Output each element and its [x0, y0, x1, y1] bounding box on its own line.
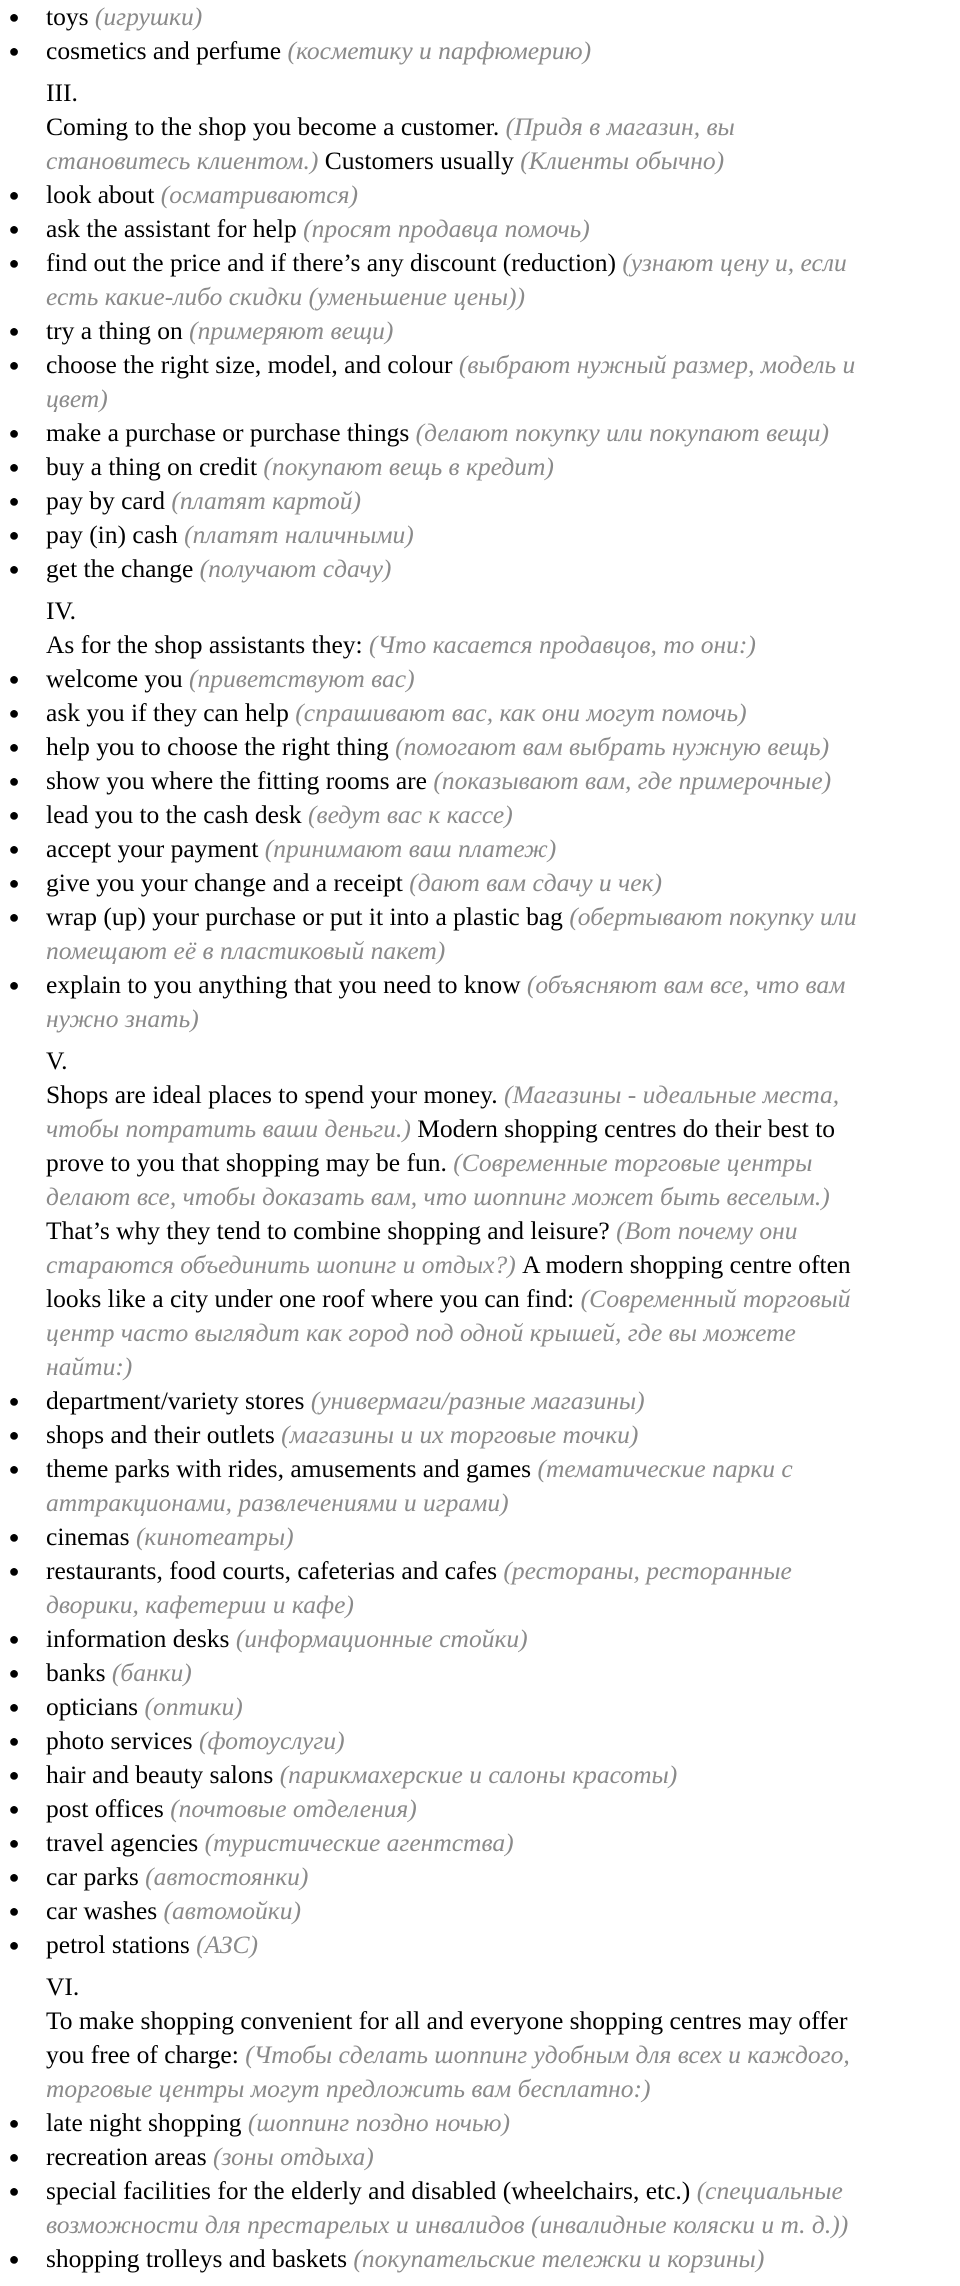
- english-text: find out the price and if there’s any discount (reduction): [46, 248, 623, 277]
- english-text: Modern shopping centres do their best to: [410, 1114, 836, 1143]
- russian-translation: (зоны отдыха): [213, 2142, 374, 2171]
- text-line: [46, 1282, 956, 1316]
- english-text: cinemas: [46, 1522, 136, 1551]
- bullet-icon: ●: [8, 1629, 20, 1649]
- list-item: [46, 968, 956, 1002]
- russian-translation: (парикмахерские и салоны красоты): [279, 1760, 678, 1789]
- english-text: restaurants, food courts, cafeterias and cafes: [46, 1556, 504, 1585]
- text-line: [46, 2038, 956, 2072]
- bullet-icon: ●: [8, 1425, 20, 1445]
- list-item: [46, 1690, 956, 1724]
- bullet-icon: ●: [8, 771, 20, 791]
- bullet-icon: ●: [8, 805, 20, 825]
- list-item: [46, 866, 956, 900]
- list-item: [46, 1894, 956, 1928]
- english-text: theme parks with rides, amusements and games: [46, 1454, 538, 1483]
- list-item: [46, 34, 956, 68]
- bullet-icon: ●: [8, 1697, 20, 1717]
- russian-translation: (Современный торговый: [580, 1284, 851, 1313]
- list-item: [46, 662, 956, 696]
- english-text: hair and beauty salons: [46, 1760, 280, 1789]
- bullet-icon: ●: [8, 1527, 20, 1547]
- text-line: [46, 1214, 956, 1248]
- english-text: Customers usually: [318, 146, 521, 175]
- text-line: [46, 1078, 956, 1112]
- russian-translation: есть какие-либо скидки (уменьшение цены)): [46, 282, 525, 311]
- list-item: [46, 2140, 956, 2174]
- russian-translation: (спрашивают вас, как они могут помочь): [295, 698, 747, 727]
- list-item: [46, 0, 956, 34]
- english-text: special facilities for the elderly and disabled (wheelchairs, etc.): [46, 2176, 697, 2205]
- russian-translation: нужно знать): [46, 1004, 199, 1033]
- list-item: [46, 518, 956, 552]
- list-item: [46, 450, 956, 484]
- russian-translation: (магазины и их торговые точки): [281, 1420, 639, 1449]
- bullet-icon: ●: [8, 423, 20, 443]
- list-item: [46, 1554, 956, 1588]
- russian-translation: (покупательские тележки и корзины): [353, 2244, 765, 2273]
- bullet-icon: ●: [8, 703, 20, 723]
- bullet-icon: ●: [8, 525, 20, 545]
- bullet-icon: ●: [8, 839, 20, 859]
- english-text: car washes: [46, 1896, 164, 1925]
- russian-translation: (Чтобы сделать шоппинг удобным для всех и каждого,: [245, 2040, 850, 2069]
- text-line: [46, 382, 956, 416]
- russian-translation: (платят картой): [171, 486, 361, 515]
- english-text: ask the assistant for help: [46, 214, 304, 243]
- bullet-icon: ●: [8, 2113, 20, 2133]
- text-line: [46, 144, 956, 178]
- list-item: [46, 552, 956, 586]
- english-text: information desks: [46, 1624, 236, 1653]
- bullet-icon: ●: [8, 2181, 20, 2201]
- list-item: [46, 730, 956, 764]
- list-item: [46, 212, 956, 246]
- list-item: [46, 1826, 956, 1860]
- russian-translation: (обертывают покупку или: [569, 902, 857, 931]
- russian-translation: чтобы потратить ваши деньги.): [46, 1114, 411, 1143]
- bullet-icon: ●: [8, 559, 20, 579]
- bullet-icon: ●: [8, 2249, 20, 2269]
- bullet-icon: ●: [8, 253, 20, 273]
- bullet-icon: ●: [8, 669, 20, 689]
- list-item: [46, 1758, 956, 1792]
- english-text: recreation areas: [46, 2142, 214, 2171]
- english-text: shopping trolleys and baskets: [46, 2244, 354, 2273]
- english-text: Shops are ideal places to spend your money.: [46, 1080, 504, 1109]
- english-text: make a purchase or purchase things: [46, 418, 416, 447]
- english-text: lead you to the cash desk: [46, 800, 309, 829]
- english-text: choose the right size, model, and colour: [46, 350, 459, 379]
- bullet-icon: ●: [8, 1765, 20, 1785]
- list-item: [46, 2242, 956, 2276]
- text-line: [46, 2208, 956, 2242]
- english-text: As for the shop assistants they:: [46, 630, 369, 659]
- text-line: [46, 1970, 956, 2004]
- russian-translation: торговые центры могут предложить вам бесплатно:): [46, 2074, 651, 2103]
- russian-translation: (Современные торговые центры: [453, 1148, 813, 1177]
- russian-translation: становитесь клиентом.): [46, 146, 319, 175]
- text-line: [46, 110, 956, 144]
- text-line: [46, 1350, 956, 1384]
- bullet-icon: ●: [8, 873, 20, 893]
- russian-translation: (осматриваются): [160, 180, 358, 209]
- russian-translation: (игрушки): [94, 2, 203, 31]
- text-line: [46, 1112, 956, 1146]
- bullet-icon: ●: [8, 975, 20, 995]
- russian-translation: стараются объединить шопинг и отдых?): [46, 1250, 516, 1279]
- english-text: V.: [46, 1046, 68, 1075]
- russian-translation: (кинотеатры): [135, 1522, 294, 1551]
- russian-translation: (Что касается продавцов, то они:): [368, 630, 756, 659]
- russian-translation: (ведут вас к кассе): [308, 800, 513, 829]
- russian-translation: делают все, чтобы доказать вам, что шоппинг может быть веселым.): [46, 1182, 830, 1211]
- list-item: [46, 314, 956, 348]
- russian-translation: (выбрают нужный размер, модель и: [458, 350, 856, 379]
- russian-translation: найти:): [46, 1352, 133, 1381]
- bullet-icon: ●: [8, 1935, 20, 1955]
- bullet-icon: ●: [8, 1561, 20, 1581]
- russian-translation: (получают сдачу): [199, 554, 392, 583]
- bullet-icon: ●: [8, 491, 20, 511]
- text-line: [46, 2072, 956, 2106]
- english-text: IV.: [46, 596, 76, 625]
- text-line: [46, 594, 956, 628]
- english-text: department/variety stores: [46, 1386, 311, 1415]
- russian-translation: центр часто выглядит как город под одной крышей, где вы можете: [46, 1318, 796, 1347]
- russian-translation: (АЗС): [196, 1930, 259, 1959]
- list-item: [46, 178, 956, 212]
- bullet-icon: ●: [8, 2147, 20, 2167]
- list-item: [46, 246, 956, 280]
- list-item: [46, 1792, 956, 1826]
- list-item: [46, 416, 956, 450]
- russian-translation: (платят наличными): [184, 520, 414, 549]
- text-line: [46, 628, 956, 662]
- english-text: looks like a city under one roof where you can find:: [46, 1284, 581, 1313]
- text-line: [46, 2004, 956, 2038]
- english-text: That’s why they tend to combine shopping and leisure?: [46, 1216, 617, 1245]
- list-item: [46, 696, 956, 730]
- english-text: get the change: [46, 554, 200, 583]
- english-text: show you where the fitting rooms are: [46, 766, 434, 795]
- russian-translation: возможности для престарелых и инвалидов (инвалидные коляски и т. д.)): [46, 2210, 849, 2239]
- russian-translation: (автомойки): [163, 1896, 301, 1925]
- bullet-icon: ●: [8, 457, 20, 477]
- russian-translation: (Магазины - идеальные места,: [503, 1080, 840, 1109]
- english-text: III.: [46, 78, 78, 107]
- text-line: [46, 1486, 956, 1520]
- list-item: [46, 798, 956, 832]
- bullet-icon: ●: [8, 355, 20, 375]
- bullet-icon: ●: [8, 1867, 20, 1887]
- english-text: toys: [46, 2, 95, 31]
- russian-translation: (банки): [111, 1658, 192, 1687]
- list-item: [46, 1860, 956, 1894]
- russian-translation: (покупают вещь в кредит): [263, 452, 554, 481]
- bullet-icon: ●: [8, 1731, 20, 1751]
- english-text: give you your change and a receipt: [46, 868, 410, 897]
- list-item: [46, 832, 956, 866]
- english-text: help you to choose the right thing: [46, 732, 396, 761]
- bullet-icon: ●: [8, 1901, 20, 1921]
- english-text: explain to you anything that you need to know: [46, 970, 527, 999]
- list-item: [46, 900, 956, 934]
- bullet-icon: ●: [8, 1663, 20, 1683]
- russian-translation: (дают вам сдачу и чек): [409, 868, 662, 897]
- russian-translation: (принимают ваш платеж): [264, 834, 557, 863]
- english-text: wrap (up) your purchase or put it into a plastic bag: [46, 902, 570, 931]
- list-item: [46, 1724, 956, 1758]
- russian-translation: (рестораны, ресторанные: [503, 1556, 792, 1585]
- english-text: pay by card: [46, 486, 172, 515]
- list-item: [46, 2174, 956, 2208]
- russian-translation: (делают покупку или покупают вещи): [415, 418, 829, 447]
- russian-translation: (информационные стойки): [235, 1624, 528, 1653]
- russian-translation: (примеряют вещи): [189, 316, 394, 345]
- russian-translation: помещают её в пластиковый пакет): [46, 936, 446, 965]
- russian-translation: (Придя в магазин, вы: [505, 112, 735, 141]
- bullet-icon: ●: [8, 185, 20, 205]
- list-item: [46, 2106, 956, 2140]
- english-text: shops and their outlets: [46, 1420, 282, 1449]
- english-text: accept your payment: [46, 834, 265, 863]
- list-item: [46, 1928, 956, 1962]
- english-text: To make shopping convenient for all and everyone shopping centres may offer: [46, 2006, 848, 2035]
- bullet-icon: ●: [8, 7, 20, 27]
- russian-translation: (автостоянки): [145, 1862, 309, 1891]
- text-line: [46, 1180, 956, 1214]
- english-text: petrol stations: [46, 1930, 197, 1959]
- russian-translation: (помогают вам выбрать нужную вещь): [395, 732, 830, 761]
- english-text: you free of charge:: [46, 2040, 246, 2069]
- russian-translation: (объясняют вам все, что вам: [526, 970, 846, 999]
- english-text: welcome you: [46, 664, 190, 693]
- russian-translation: (Вот почему они: [616, 1216, 798, 1245]
- bullet-icon: ●: [8, 219, 20, 239]
- text-line: [46, 1316, 956, 1350]
- russian-translation: (Клиенты обычно): [520, 146, 725, 175]
- bullet-icon: ●: [8, 321, 20, 341]
- english-text: pay (in) cash: [46, 520, 185, 549]
- english-text: opticians: [46, 1692, 145, 1721]
- text-line: [46, 76, 956, 110]
- russian-translation: (почтовые отделения): [170, 1794, 417, 1823]
- list-item: [46, 764, 956, 798]
- english-text: VI.: [46, 1972, 80, 2001]
- bullet-icon: ●: [8, 1391, 20, 1411]
- russian-translation: (туристические агентства): [204, 1828, 514, 1857]
- russian-translation: (тематические парки с: [537, 1454, 793, 1483]
- russian-translation: (показывают вам, где примерочные): [433, 766, 832, 795]
- list-item: [46, 484, 956, 518]
- english-text: A modern shopping centre often: [515, 1250, 851, 1279]
- bullet-icon: ●: [8, 1459, 20, 1479]
- text-line: [46, 280, 956, 314]
- text-line: [46, 934, 956, 968]
- russian-translation: цвет): [46, 384, 108, 413]
- list-item: [46, 1656, 956, 1690]
- text-line: [46, 1044, 956, 1078]
- text-line: [46, 1002, 956, 1036]
- bullet-icon: ●: [8, 737, 20, 757]
- english-text: Coming to the shop you become a customer.: [46, 112, 506, 141]
- list-item: [46, 1384, 956, 1418]
- english-text: photo services: [46, 1726, 199, 1755]
- text-line: [46, 1248, 956, 1282]
- russian-translation: (приветствуют вас): [189, 664, 415, 693]
- russian-translation: аттракционами, развлечениями и играми): [46, 1488, 509, 1517]
- russian-translation: (фотоуслуги): [198, 1726, 345, 1755]
- english-text: cosmetics and perfume: [46, 36, 288, 65]
- russian-translation: (универмаги/разные магазины): [310, 1386, 645, 1415]
- text-line: [46, 1146, 956, 1180]
- english-text: late night shopping: [46, 2108, 248, 2137]
- russian-translation: (оптики): [144, 1692, 243, 1721]
- english-text: post offices: [46, 1794, 171, 1823]
- english-text: banks: [46, 1658, 112, 1687]
- russian-translation: (узнают цену и, если: [622, 248, 847, 277]
- english-text: try a thing on: [46, 316, 190, 345]
- bullet-icon: ●: [8, 1833, 20, 1853]
- bullet-icon: ●: [8, 41, 20, 61]
- english-text: buy a thing on credit: [46, 452, 264, 481]
- list-item: [46, 1622, 956, 1656]
- text-line: [46, 1588, 956, 1622]
- english-text: ask you if they can help: [46, 698, 296, 727]
- list-item: [46, 1452, 956, 1486]
- english-text: look about: [46, 180, 161, 209]
- bullet-icon: ●: [8, 1799, 20, 1819]
- english-text: prove to you that shopping may be fun.: [46, 1148, 454, 1177]
- english-text: car parks: [46, 1862, 146, 1891]
- russian-translation: (специальные: [696, 2176, 843, 2205]
- russian-translation: дворики, кафетерии и кафе): [46, 1590, 354, 1619]
- list-item: [46, 348, 956, 382]
- list-item: [46, 1418, 956, 1452]
- bullet-icon: ●: [8, 907, 20, 927]
- russian-translation: (шоппинг поздно ночью): [247, 2108, 511, 2137]
- english-text: travel agencies: [46, 1828, 205, 1857]
- russian-translation: (косметику и парфюмерию): [287, 36, 592, 65]
- russian-translation: (просят продавца помочь): [303, 214, 590, 243]
- list-item: [46, 1520, 956, 1554]
